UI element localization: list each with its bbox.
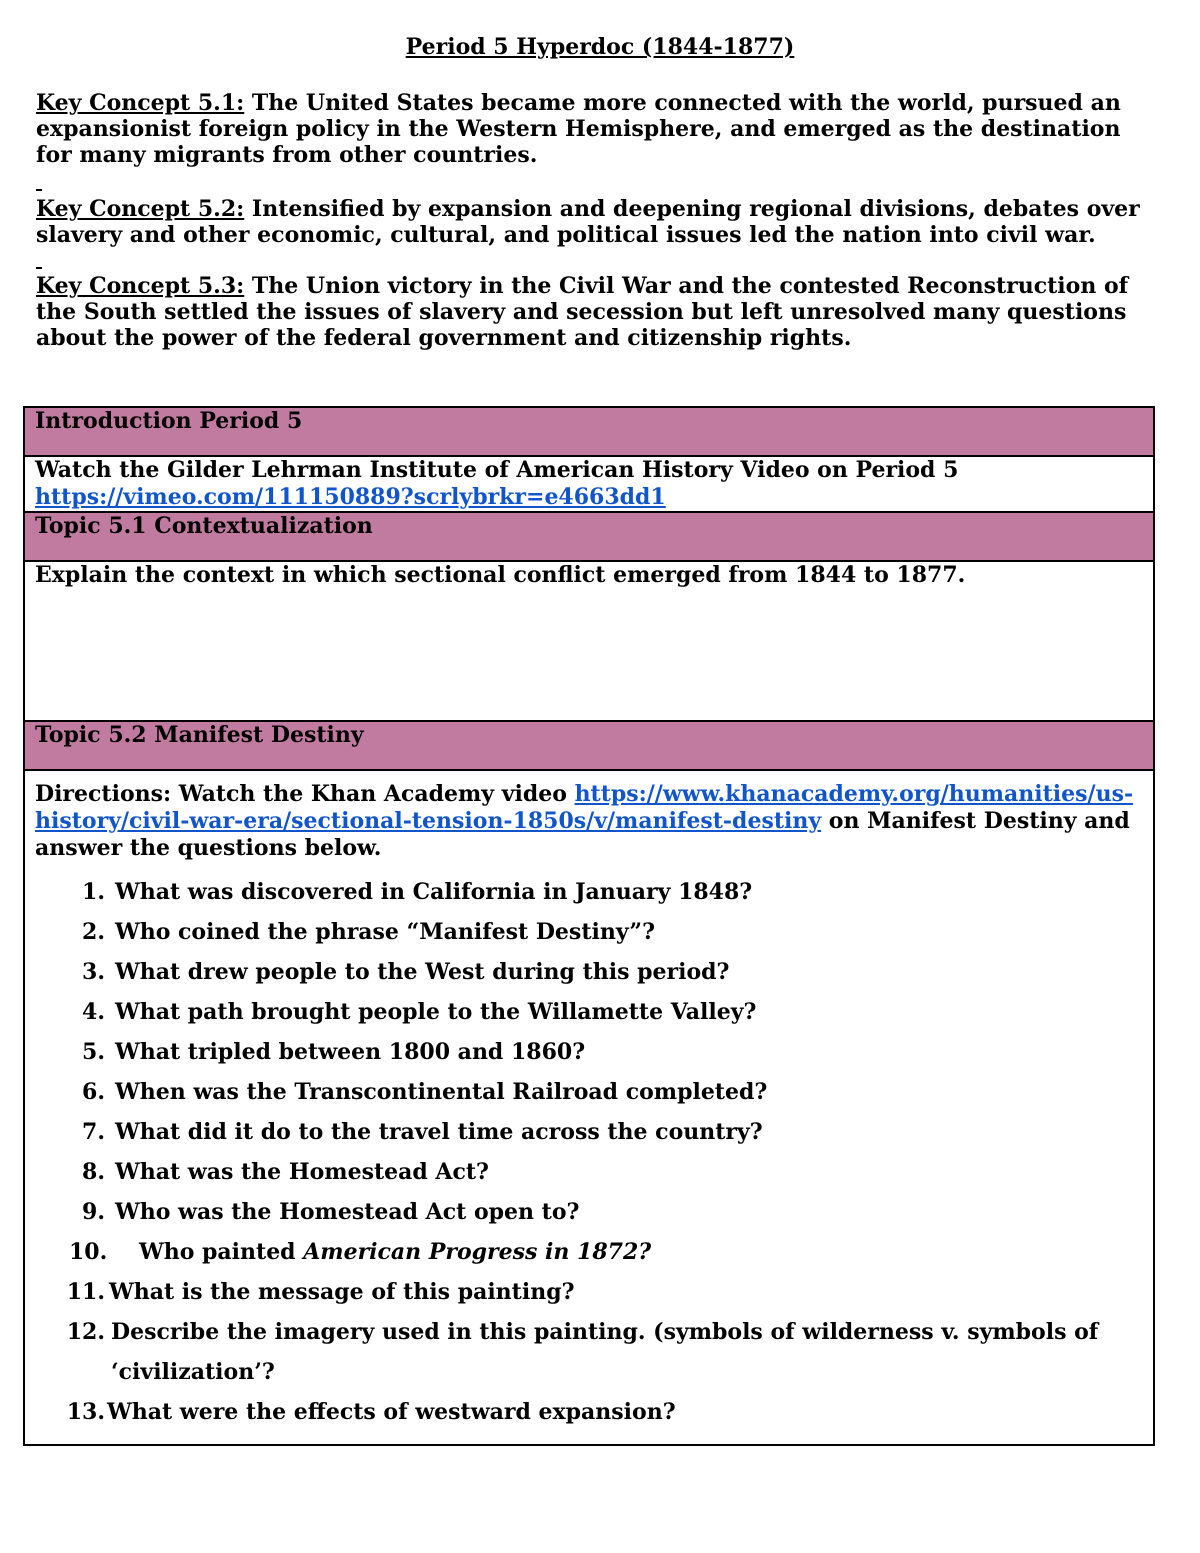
list-item: 7. What did it do to the travel time across the country?	[82, 1119, 763, 1145]
directions-text: : Watch the Khan Academy video	[163, 781, 575, 807]
paragraph-mark	[36, 189, 42, 191]
topic-5-2-header: Topic 5.2 Manifest Destiny	[24, 721, 1154, 770]
key-concept-label: Key Concept 5.3:	[36, 273, 245, 299]
list-item: 2. Who coined the phrase “Manifest Destiny”?	[82, 919, 655, 945]
list-item: 10. Who painted American Progress in 1872?	[69, 1239, 652, 1265]
key-concept-label: Key Concept 5.2:	[36, 196, 245, 222]
key-concept-text: The Union victory in the Civil War and the contested Reconstruction of the South settled the issues of slavery and secession but left unresolved many questions about the power of the federal government and citizenship rights.	[36, 273, 1129, 351]
intro-header: Introduction Period 5	[24, 407, 1154, 456]
hyperdoc-table	[23, 406, 1155, 1446]
list-item: 4. What path brought people to the Willamette Valley?	[82, 999, 757, 1025]
page-title: Period 5 Hyperdoc (1844-1877)	[405, 34, 795, 60]
directions-label: Directions	[35, 781, 163, 807]
key-concept-label: Key Concept 5.1:	[36, 90, 245, 116]
key-concept-5-2	[36, 196, 1160, 248]
key-concept-text: The United States became more connected with the world, pursued an expansionist foreign policy in the Western Hemisphere, and emerged as the destination for many migrants from other countries.	[36, 90, 1121, 168]
khan-academy-link[interactable]: https://www.khanacademy.org/humanities/us-history/civil-war-era/sectional-tension-1850s/v/manifest-destiny	[35, 781, 1134, 834]
key-concept-text: Intensified by expansion and deepening regional divisions, debates over slavery and other economic, cultural, and political issues led the nation into civil war.	[36, 196, 1140, 248]
list-item: 8. What was the Homestead Act?	[82, 1159, 489, 1185]
topic-5-1-cell	[24, 561, 1154, 721]
list-item: 11. What is the message of this painting?	[66, 1279, 575, 1305]
topic-5-1-header: Topic 5.1 Contextualization	[24, 512, 1154, 561]
directions	[35, 781, 1143, 862]
list-item: 9. Who was the Homestead Act open to?	[82, 1199, 580, 1225]
list-item: 5. What tripled between 1800 and 1860?	[82, 1039, 586, 1065]
vimeo-link[interactable]: https://vimeo.com/111150889?scrlybrkr=e4663dd1	[35, 484, 666, 510]
question-list	[35, 872, 1143, 1432]
list-item: 6. When was the Transcontinental Railroad completed?	[82, 1079, 768, 1105]
intro-cell	[24, 456, 1154, 512]
intro-text: Watch the Gilder Lehrman Institute of American History Video on Period 5	[35, 457, 959, 483]
paragraph-mark	[36, 267, 42, 269]
topic-5-1-prompt: Explain the context in which sectional conflict emerged from 1844 to 1877.	[35, 562, 966, 588]
directions-after-link: on Manifest Destiny and answer the questions below.	[35, 808, 1130, 861]
key-concept-5-1	[36, 90, 1160, 168]
key-concept-5-3	[36, 273, 1160, 351]
list-item: 3. What drew people to the West during this period?	[82, 959, 730, 985]
list-item: 12. Describe the imagery used in this painting. (symbols of wilderness v. symbols of ‘civilization’?	[66, 1319, 1099, 1385]
list-item: 13. What were the effects of westward expansion?	[66, 1399, 676, 1425]
topic-5-2-cell	[24, 770, 1154, 1445]
list-item: 1. What was discovered in California in January 1848?	[82, 879, 753, 905]
